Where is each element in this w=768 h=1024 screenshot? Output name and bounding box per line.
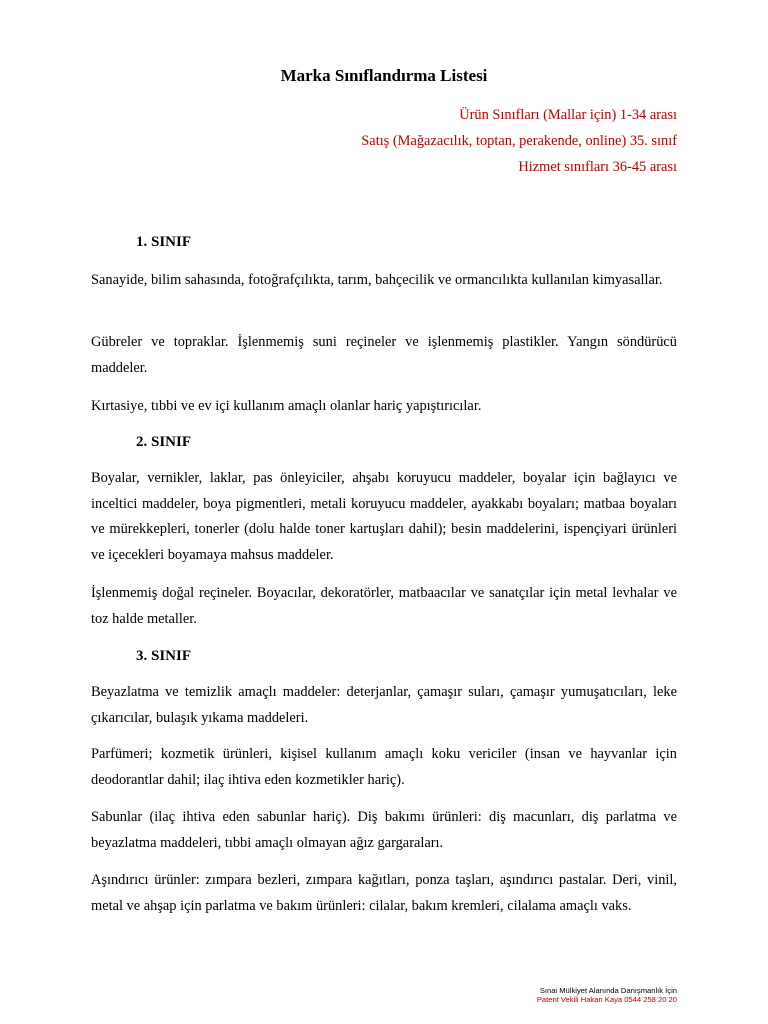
class-1-paragraph-1: Sanayide, bilim sahasında, fotoğrafçılıkta, tarım, bahçecilik ve ormancılıkta kullanılan kimyasallar.: [91, 272, 663, 288]
class-3-heading: 3. SINIF: [136, 648, 192, 664]
meta-line-service-classes: Hizmet sınıfları 36-45 arası: [518, 159, 677, 175]
class-1-heading: 1. SINIF: [136, 234, 192, 250]
class-3-paragraph-1: Beyazlatma ve temizlik amaçlı maddeler: deterjanlar, çamaşır suları, çamaşır yumuşatıcıları, leke çıkarıcılar, bulaşık yıkama maddeleri.: [91, 684, 677, 726]
class-2-paragraph-1: Boyalar, vernikler, laklar, pas önleyiciler, ahşabı koruyucu maddeler, boyalar için bağlayıcı ve inceltici maddeler, boya pigmentleri, metali koruyucu maddeler, ayakkabı boyaları; matbaa boyaları ve mürekkepleri, tonerler (dolu halde toner kartuşları dahil); besin maddelerini, ispençiyari ürünleri ve içecekleri boyamaya mahsus maddeler.: [91, 470, 677, 563]
class-2-heading: 2. SINIF: [136, 434, 192, 450]
class-2-paragraph-2: İşlenmemiş doğal reçineler. Boyacılar, dekoratörler, matbaacılar ve sanatçılar için metal levhalar ve toz halde metaller.: [91, 585, 677, 627]
meta-line-product-classes: Ürün Sınıfları (Mallar için) 1-34 arası: [459, 107, 677, 123]
footer-line-2: Patent Vekili Hakan Kaya 0544 258 20 20: [536, 995, 677, 1004]
class-3-paragraph-2: Parfümeri; kozmetik ürünleri, kişisel kullanım amaçlı koku vericiler (insan ve hayvanlar için deodorantlar dahil; ilaç ihtiva eden kozmetikler hariç).: [91, 746, 677, 788]
page-title: Marka Sınıflandırma Listesi: [280, 66, 488, 85]
footer-note: [377, 986, 677, 1004]
meta-line-sales-class: Satış (Mağazacılık, toptan, perakende, online) 35. sınıf: [361, 133, 677, 149]
class-3-paragraph-4: Aşındırıcı ürünler: zımpara bezleri, zımpara kağıtları, ponza taşları, aşındırıcı pastalar. Deri, vinil, metal ve ahşap için parlatma ve bakım ürünleri: cilalar, bakım kremleri, cilalama amaçlı vaks.: [91, 872, 677, 914]
class-1-paragraph-3: Kırtasiye, tıbbi ve ev içi kullanım amaçlı olanlar hariç yapıştırıcılar.: [91, 398, 482, 414]
class-1-paragraph-2: Gübreler ve topraklar. İşlenmemiş suni reçineler ve işlenmemiş plastikler. Yangın söndürücü maddeler.: [91, 334, 677, 376]
footer-line-1: Sınai Mülkiyet Alanında Danışmanlık İçin: [539, 986, 677, 995]
class-3-paragraph-3: Sabunlar (ilaç ihtiva eden sabunlar hariç). Diş bakımı ürünleri: diş macunları, diş parlatma ve beyazlatma maddeleri, tıbbi amaçlı olmayan ağız gargaraları.: [91, 809, 677, 851]
